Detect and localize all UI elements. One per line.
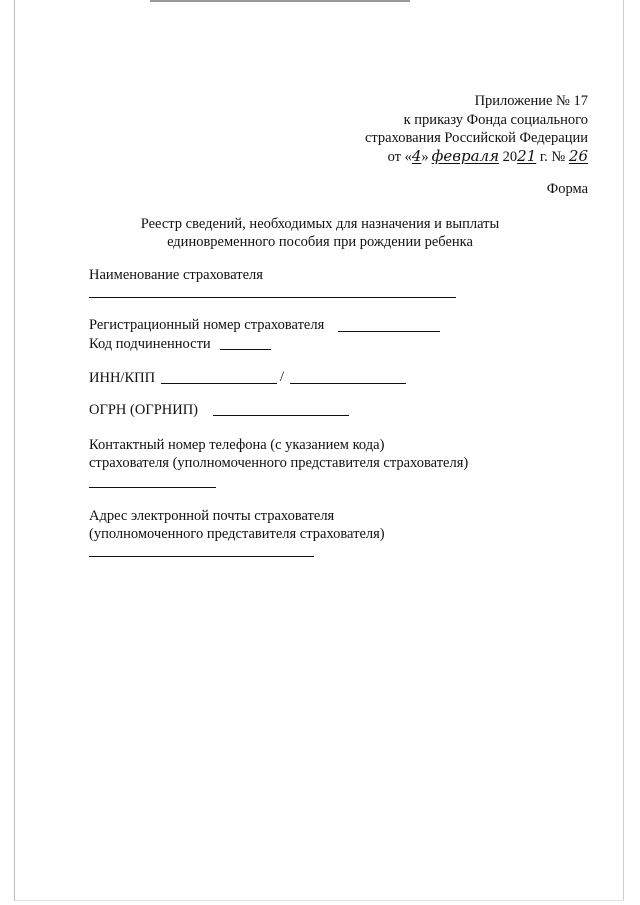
number-prefix: г. № bbox=[536, 149, 569, 165]
phone-label-line2: страхователя (уполномоченного представителя страхователя) bbox=[89, 455, 469, 471]
document-title-line1: Реестр сведений, необходимых для назначения и выплаты bbox=[140, 216, 500, 232]
form-label: Форма bbox=[546, 181, 588, 197]
phone-field[interactable] bbox=[89, 487, 216, 488]
phone-label-line1: Контактный номер телефона (с указанием кода) bbox=[89, 437, 385, 453]
order-organization: страхования Российской Федерации bbox=[364, 130, 588, 146]
inn-kpp-separator: / bbox=[280, 369, 285, 385]
date-day: 4 bbox=[411, 147, 422, 165]
email-label-line2: (уполномоченного представителя страхователя) bbox=[89, 526, 385, 542]
kpp-field[interactable] bbox=[290, 383, 406, 384]
document-title-line2: единовременного пособия при рождении ребенка bbox=[167, 234, 473, 250]
date-year-suffix: 21 bbox=[517, 147, 537, 165]
subordination-code-field[interactable] bbox=[220, 349, 271, 350]
date-mid: » bbox=[421, 149, 429, 165]
appendix-number: Приложение № 17 bbox=[474, 93, 588, 109]
date-prefix: от « bbox=[387, 149, 412, 165]
insurer-name-field[interactable] bbox=[89, 297, 456, 298]
subordination-code-label: Код подчиненности bbox=[89, 336, 211, 352]
date-month: февраля bbox=[431, 147, 500, 165]
order-reference: к приказу Фонда социального bbox=[403, 112, 588, 128]
ogrn-label: ОГРН (ОГРНИП) bbox=[89, 402, 199, 418]
registration-number-field[interactable] bbox=[338, 331, 440, 332]
order-number: 26 bbox=[568, 147, 588, 165]
registration-number-label: Регистрационный номер страхователя bbox=[89, 317, 325, 333]
insurer-name-label: Наименование страхователя bbox=[89, 267, 263, 283]
inn-field[interactable] bbox=[161, 383, 277, 384]
email-field[interactable] bbox=[89, 556, 314, 557]
order-date-line bbox=[388, 147, 588, 166]
date-year-prefix: 20 bbox=[499, 149, 518, 165]
inn-kpp-label: ИНН/КПП bbox=[89, 370, 156, 386]
scan-edge bbox=[150, 0, 410, 2]
email-label-line1: Адрес электронной почты страхователя bbox=[89, 508, 335, 524]
ogrn-field[interactable] bbox=[213, 415, 349, 416]
